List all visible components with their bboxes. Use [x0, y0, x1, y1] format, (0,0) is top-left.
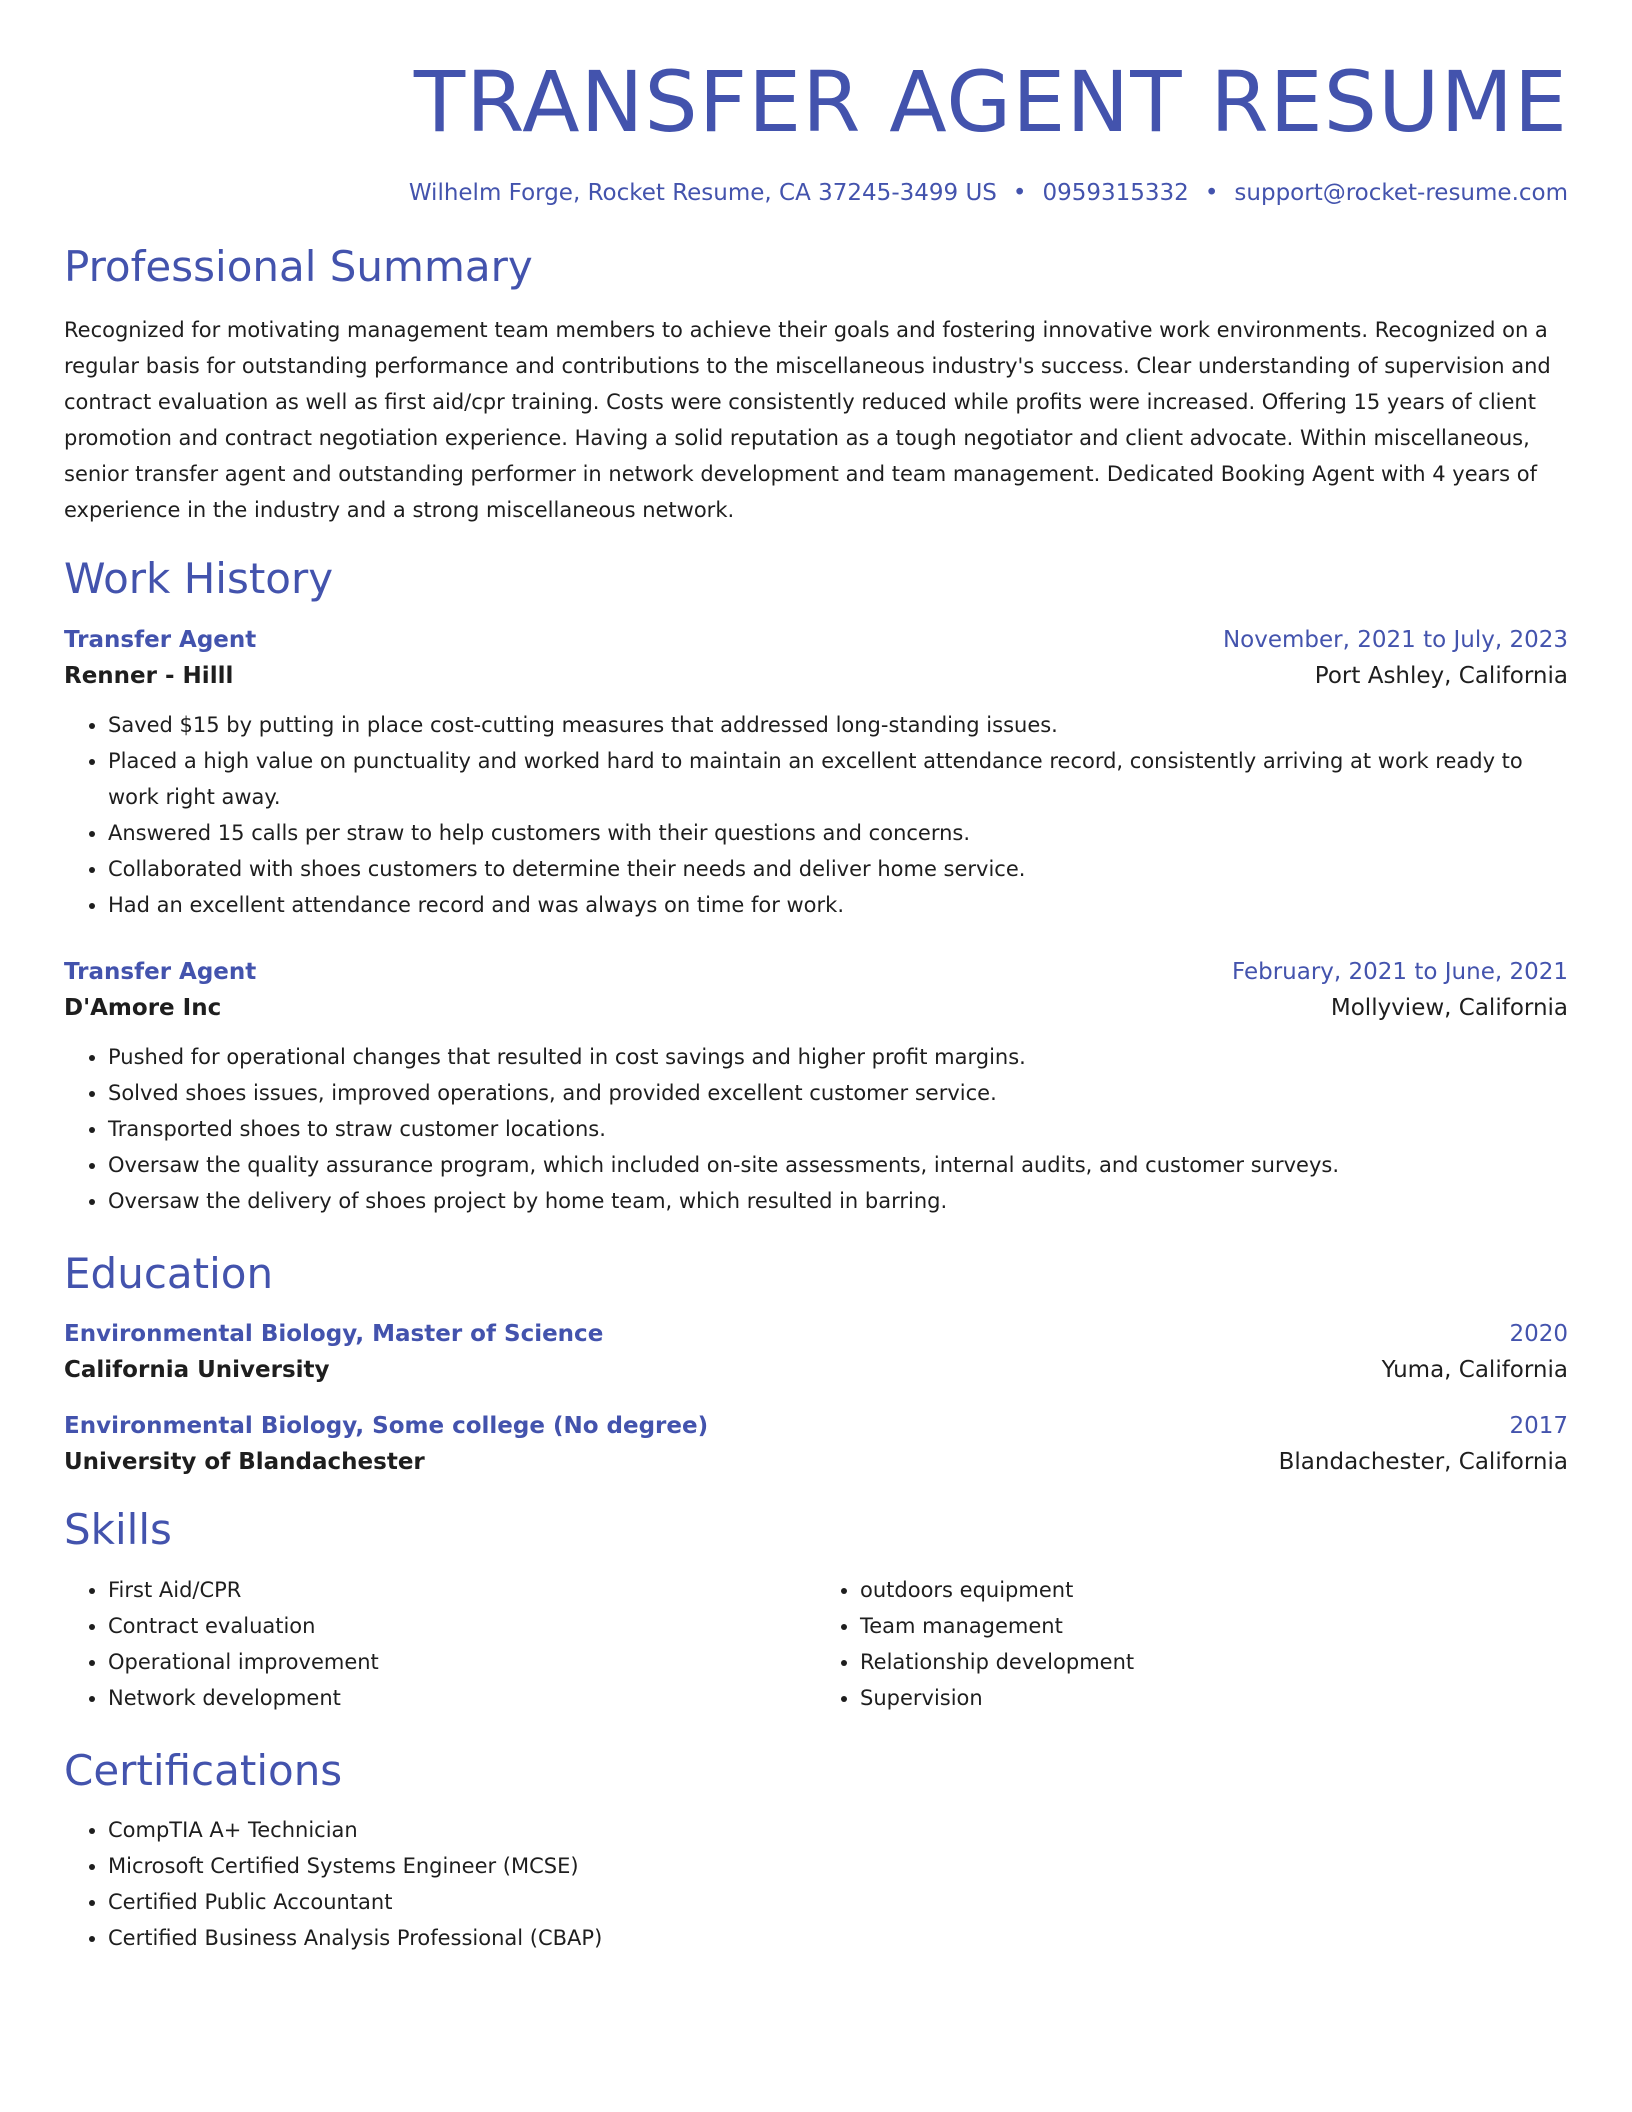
- list-item: • Team management: [860, 1608, 1568, 1644]
- job-company: Renner - Hilll: [64, 662, 234, 689]
- list-item: • Had an excellent attendance record and was always on time for work.: [108, 887, 1568, 923]
- list-item: • Transported shoes to straw customer locations.: [108, 1111, 1568, 1147]
- list-item: • Placed a high value on punctuality and worked hard to maintain an excellent attendance record, consistently arriving at work ready to work right away.: [108, 743, 1568, 815]
- list-item: • Oversaw the delivery of shoes project by home team, which resulted in barring.: [108, 1183, 1568, 1219]
- work-history-section: [64, 554, 1568, 1218]
- job-bullets: [64, 707, 1568, 923]
- list-item: • Supervision: [860, 1680, 1568, 1716]
- education-degree: Environmental Biology, Some college (No degree): [64, 1413, 709, 1440]
- summary-heading: Professional Summary: [64, 242, 533, 291]
- education-year: 2020: [1509, 1321, 1568, 1348]
- work-history-heading: Work History: [64, 554, 334, 604]
- resume-header: [64, 0, 1568, 206]
- list-item: • Relationship development: [860, 1644, 1568, 1680]
- list-item: • Pushed for operational changes that resulted in cost savings and higher profit margins.: [108, 1039, 1568, 1075]
- contact-email: support@rocket-resume.com: [1234, 180, 1568, 206]
- certifications-list: [64, 1812, 1568, 1956]
- education-entry: [64, 1321, 1568, 1383]
- education-section: [64, 1249, 1568, 1475]
- list-item: • CompTIA A+ Technician: [108, 1812, 1568, 1848]
- education-year: 2017: [1509, 1413, 1568, 1440]
- list-item: • Saved $15 by putting in place cost-cutting measures that addressed long-standing issues.: [108, 707, 1568, 743]
- list-item: • Microsoft Certified Systems Engineer (MCSE): [108, 1848, 1568, 1884]
- summary-text: Recognized for motivating management team members to achieve their goals and fostering innovative work environments. Recognized on a regular basis for outstanding performance and contributions to the miscellaneous industry's success. Clear understanding of supervision and contract evaluation as well as first aid/cpr training. Costs were consistently reduced while profits were increased. Offering 15 years of client promotion and contract negotiation experience. Having a solid reputation as a tough negotiator and client advocate. Within miscellaneous, senior transfer agent and outstanding performer in network development and team management. Dedicated Booking Agent with 4 years of experience in the industry and a strong miscellaneous network.: [64, 318, 1551, 523]
- list-item: • Operational improvement: [108, 1644, 816, 1680]
- education-entry: [64, 1413, 1568, 1475]
- job-bullets: [64, 1039, 1568, 1219]
- summary-section: [64, 242, 1568, 528]
- job-dates: February, 2021 to June, 2021: [1231, 958, 1568, 985]
- job-title: Transfer Agent: [64, 958, 257, 985]
- list-item: • Certified Public Accountant: [108, 1884, 1568, 1920]
- education-degree: Environmental Biology, Master of Science: [64, 1321, 604, 1348]
- list-item: • Answered 15 calls per straw to help customers with their questions and concerns.: [108, 815, 1568, 851]
- list-item: • Solved shoes issues, improved operations, and provided excellent customer service.: [108, 1075, 1568, 1111]
- list-item: • First Aid/CPR: [108, 1572, 816, 1608]
- contact-separator: •: [1204, 180, 1219, 206]
- job-dates: November, 2021 to July, 2023: [1222, 626, 1568, 653]
- job-title: Transfer Agent: [64, 626, 257, 653]
- education-location: Blandachester, California: [1278, 1449, 1568, 1476]
- list-item: • Contract evaluation: [108, 1608, 816, 1644]
- skills-heading: Skills: [64, 1505, 172, 1555]
- contact-line: [64, 180, 1568, 206]
- contact-phone: 0959315332: [1042, 180, 1189, 206]
- job-entry: [64, 627, 1568, 923]
- education-location: Yuma, California: [1381, 1357, 1568, 1384]
- skills-list-right: [816, 1572, 1568, 1716]
- resume-title: TRANSFER AGENT RESUME: [413, 53, 1568, 151]
- list-item: • Certified Business Analysis Professional (CBAP): [108, 1920, 1568, 1956]
- list-item: • Collaborated with shoes customers to determine their needs and deliver home service.: [108, 851, 1568, 887]
- skills-section: [64, 1505, 1568, 1715]
- education-school: California University: [64, 1357, 330, 1384]
- education-heading: Education: [64, 1248, 274, 1298]
- list-item: • Network development: [108, 1680, 816, 1716]
- skills-grid: [64, 1572, 1568, 1716]
- contact-address: Wilhelm Forge, Rocket Resume, CA 37245-3499 US: [408, 180, 997, 206]
- certifications-heading: Certifications: [64, 1745, 343, 1795]
- job-entry: [64, 959, 1568, 1219]
- list-item: • Oversaw the quality assurance program, which included on-site assessments, internal audits, and customer surveys.: [108, 1147, 1568, 1183]
- list-item: • outdoors equipment: [860, 1572, 1568, 1608]
- job-location: Port Ashley, California: [1314, 662, 1568, 689]
- skills-list-left: [64, 1572, 816, 1716]
- job-location: Mollyview, California: [1330, 994, 1568, 1021]
- certifications-section: [64, 1746, 1568, 1956]
- contact-separator: •: [1012, 180, 1027, 206]
- job-company: D'Amore Inc: [64, 994, 222, 1021]
- education-school: University of Blandachester: [64, 1449, 425, 1476]
